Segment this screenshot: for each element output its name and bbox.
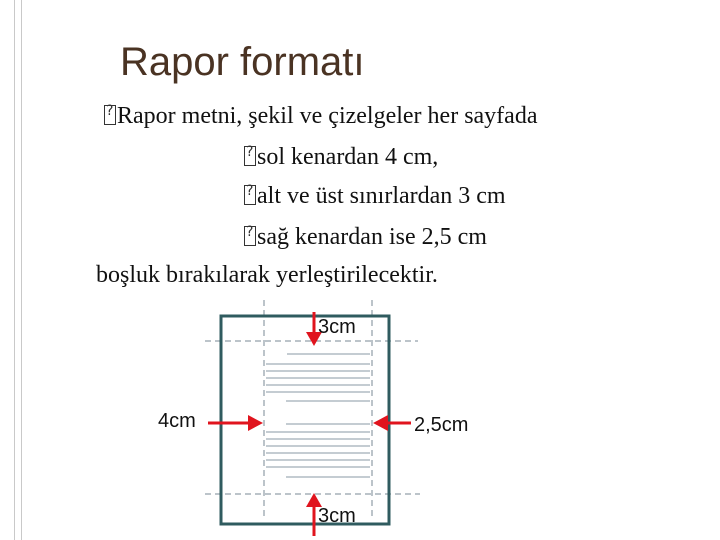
bullet-text: sağ kenardan ise 2,5 cm: [257, 224, 487, 250]
closing-line: boşluk bırakılarak yerleştirilecektir.: [96, 262, 438, 288]
slide-title: Rapor formatı: [120, 40, 365, 84]
right-margin-label: 2,5cm: [414, 414, 469, 436]
left-margin-label: 4cm: [158, 410, 196, 432]
top-margin-label: 3cm: [318, 316, 356, 338]
bottom-margin-label: 3cm: [318, 505, 356, 527]
page-outline: [221, 316, 389, 524]
text-lines: [266, 354, 370, 477]
bullet-text: alt ve üst sınırlardan 3 cm: [257, 183, 506, 209]
left-arrow-head: [248, 415, 263, 431]
right-arrow-head: [373, 415, 388, 431]
intro-text: Rapor metni, şekil ve çizelgeler her sayfada: [117, 103, 538, 129]
bullet-text: sol kenardan 4 cm,: [257, 144, 439, 170]
